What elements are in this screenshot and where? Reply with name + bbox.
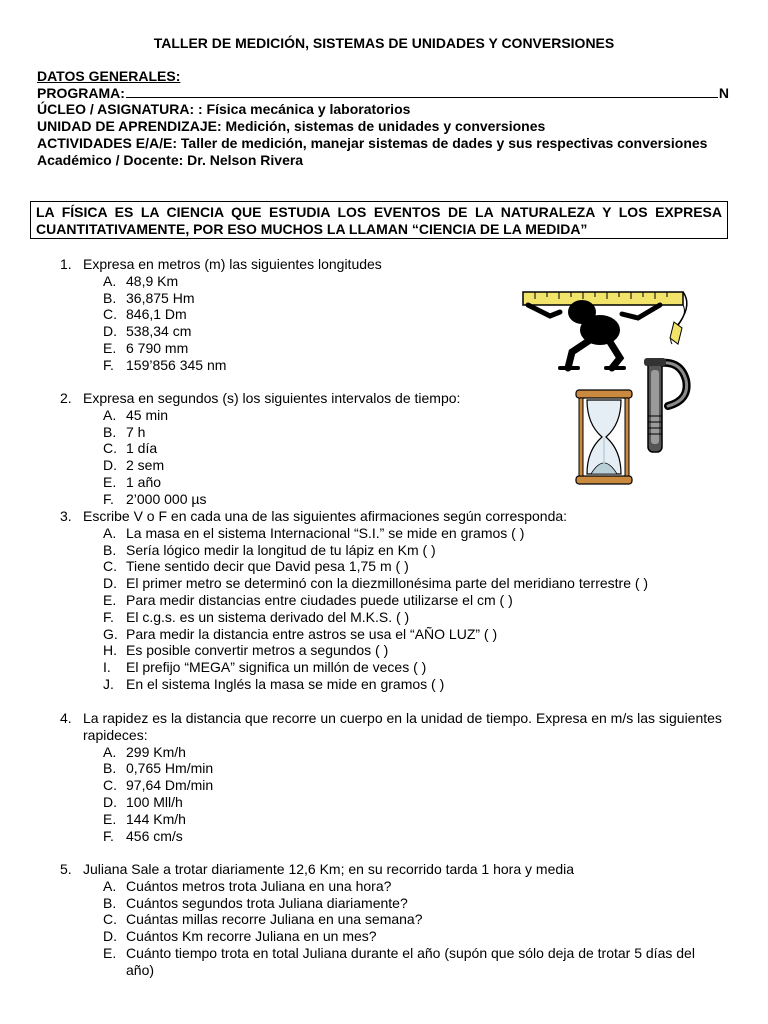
option-letter: A. <box>103 743 117 760</box>
option-letter: C. <box>103 306 117 323</box>
question-2 <box>60 390 520 508</box>
option-text: 36,875 Hm <box>126 289 195 306</box>
hourglass-icon <box>572 388 637 488</box>
option-item <box>60 760 730 777</box>
option-item <box>60 642 740 659</box>
option-text: 846,1 Dm <box>126 306 187 323</box>
option-text: 2 sem <box>126 457 165 474</box>
option-letter: B. <box>103 760 117 777</box>
option-letter: A. <box>103 272 117 289</box>
option-letter: I. <box>103 659 111 676</box>
option-item <box>60 828 730 845</box>
option-text: 7 h <box>126 423 146 440</box>
option-text: 299 Km/h <box>126 743 186 760</box>
option-letter: C. <box>103 558 117 575</box>
option-letter: A. <box>103 877 117 894</box>
option-text: 100 Mll/h <box>126 793 183 810</box>
option-letter: D. <box>103 457 117 474</box>
option-letter: E. <box>103 339 117 356</box>
option-item <box>60 928 710 945</box>
option-letter: A. <box>103 524 117 541</box>
option-letter: D. <box>103 793 117 810</box>
option-item <box>60 457 520 474</box>
option-item <box>60 744 730 761</box>
option-text: 1 día <box>126 440 158 457</box>
question-text: La rapidez es la distancia que recorre un cuerpo en la unidad de tiempo. Expresa en m/s las siguientes rapideces: <box>83 710 722 743</box>
question-text: Expresa en metros (m) las siguientes longitudes <box>83 256 382 272</box>
option-item <box>60 592 740 609</box>
physics-definition-box: LA FÍSICA ES LA CIENCIA QUE ESTUDIA LOS EVENTOS DE LA NATURALEZA Y LOS EXPRESA CUANTITATIVAMENTE, POR ESO MUCHOS LA LLAMAN “CIENCIA DE LA MEDIDA” <box>30 201 728 239</box>
caliper-icon <box>636 356 692 456</box>
option-text: Cuántos metros trota Juliana en una hora? <box>126 877 392 894</box>
option-letter: E. <box>103 944 117 961</box>
option-text: 159’856 345 nm <box>126 356 227 373</box>
option-text: El primer metro se determinó con la diezmillonésima parte del meridiano terrestre ( ) <box>126 575 649 592</box>
option-letter: C. <box>103 440 117 457</box>
option-item <box>60 525 740 542</box>
option-letter: J. <box>103 675 114 692</box>
option-item <box>60 542 740 559</box>
option-item <box>60 491 520 508</box>
option-letter: C. <box>103 911 117 928</box>
option-letter: F. <box>103 356 114 373</box>
option-letter: B. <box>103 894 117 911</box>
question-text: Expresa en segundos (s) los siguientes intervalos de tiempo: <box>83 390 461 406</box>
question-5 <box>60 861 710 979</box>
question-text: Escribe V o F en cada una de las siguientes afirmaciones según corresponda: <box>83 508 568 524</box>
option-item <box>60 424 520 441</box>
option-text: 2’000 000 µs <box>126 490 207 507</box>
option-letter: B. <box>103 541 117 558</box>
option-letter: E. <box>103 591 117 608</box>
question-number: 2. <box>60 390 72 406</box>
option-text: 144 Km/h <box>126 810 186 827</box>
nucleo-line: ÚCLEO / ASIGNATURA: : Física mecánica y laboratorios <box>37 101 411 118</box>
programa-label: PROGRAMA: <box>37 84 125 101</box>
option-letter: F. <box>103 827 114 844</box>
option-text: Tiene sentido decir que David pesa 1,75 m ( ) <box>126 558 409 575</box>
actividades-line: ACTIVIDADES E/A/E: Taller de medición, manejar sistemas de dades y sus respectivas conversiones <box>37 134 708 151</box>
option-letter: B. <box>103 423 117 440</box>
option-item <box>60 945 710 979</box>
option-item <box>60 911 710 928</box>
option-item <box>60 878 710 895</box>
option-item <box>60 895 710 912</box>
option-text: Para medir distancias entre ciudades puede utilizarse el cm ( ) <box>126 591 513 608</box>
option-item <box>60 306 520 323</box>
option-letter: F. <box>103 608 114 625</box>
option-letter: H. <box>103 642 117 659</box>
option-item <box>60 575 740 592</box>
option-text: La masa en el sistema Internacional “S.I.” se mide en gramos ( ) <box>126 524 525 541</box>
question-number: 4. <box>60 710 72 726</box>
option-letter: A. <box>103 406 117 423</box>
question-3 <box>60 508 740 693</box>
question-text: Juliana Sale a trotar diariamente 12,6 Km; en su recorrido tarda 1 hora y media <box>83 861 575 877</box>
question-number: 1. <box>60 256 72 272</box>
question-number: 5. <box>60 861 72 877</box>
option-item <box>60 474 520 491</box>
option-letter: D. <box>103 323 117 340</box>
option-item <box>60 290 520 307</box>
option-letter: E. <box>103 810 117 827</box>
option-item <box>60 676 740 693</box>
general-data-block <box>37 68 729 168</box>
option-letter: G. <box>103 625 118 642</box>
docente-line: Académico / Docente: Dr. Nelson Rivera <box>37 151 304 168</box>
option-item <box>60 357 520 374</box>
option-text: 48,9 Km <box>126 272 179 289</box>
option-letter: F. <box>103 490 114 507</box>
unidad-line: UNIDAD DE APRENDIZAJE: Medición, sistemas de unidades y conversiones <box>37 118 546 135</box>
question-1 <box>60 256 520 374</box>
question-number: 3. <box>60 508 72 524</box>
option-item <box>60 440 520 457</box>
option-text: Para medir la distancia entre astros se usa el “AÑO LUZ” ( ) <box>126 625 498 642</box>
option-letter: E. <box>103 473 117 490</box>
option-text: Cuántos segundos trota Juliana diariamente? <box>126 894 408 911</box>
option-text: Cuántos Km recorre Juliana en un mes? <box>126 928 377 945</box>
option-letter: C. <box>103 777 117 794</box>
option-item <box>60 340 520 357</box>
option-letter: D. <box>103 575 117 592</box>
option-text: Cuánto tiempo trota en total Juliana durante el año (supón que sólo deja de trotar 5 días del año) <box>126 944 695 978</box>
option-text: 456 cm/s <box>126 827 183 844</box>
option-letter: D. <box>103 928 117 945</box>
option-text: 538,34 cm <box>126 323 192 340</box>
option-item <box>60 626 740 643</box>
option-text: 1 año <box>126 473 162 490</box>
option-text: 0,765 Hm/min <box>126 760 214 777</box>
programa-tail: N <box>718 84 729 101</box>
option-text: En el sistema Inglés la masa se mide en gramos ( ) <box>126 675 445 692</box>
option-text: El c.g.s. es un sistema derivado del M.K.S. ( ) <box>126 608 410 625</box>
question-4 <box>60 710 730 844</box>
option-text: Sería lógico medir la longitud de tu lápiz en Km ( ) <box>126 541 436 558</box>
option-item <box>60 558 740 575</box>
option-text: 45 min <box>126 406 169 423</box>
option-item <box>60 609 740 626</box>
option-item <box>60 794 730 811</box>
option-text: El prefijo “MEGA” significa un millón de veces ( ) <box>126 659 427 676</box>
option-text: 6 790 mm <box>126 339 189 356</box>
option-item <box>60 659 740 676</box>
programa-blank-line <box>126 97 718 98</box>
option-item <box>60 323 520 340</box>
option-item <box>60 273 520 290</box>
document-title: TALLER DE MEDICIÓN, SISTEMAS DE UNIDADES Y CONVERSIONES <box>153 35 615 51</box>
option-item <box>60 777 730 794</box>
general-heading: DATOS GENERALES: <box>37 68 181 84</box>
option-text: Cuántas millas recorre Juliana en una semana? <box>126 911 423 928</box>
option-item <box>60 407 520 424</box>
option-text: Es posible convertir metros a segundos ( ) <box>126 642 389 659</box>
programa-row <box>37 85 729 102</box>
option-letter: B. <box>103 289 117 306</box>
option-item <box>60 811 730 828</box>
option-text: 97,64 Dm/min <box>126 777 214 794</box>
